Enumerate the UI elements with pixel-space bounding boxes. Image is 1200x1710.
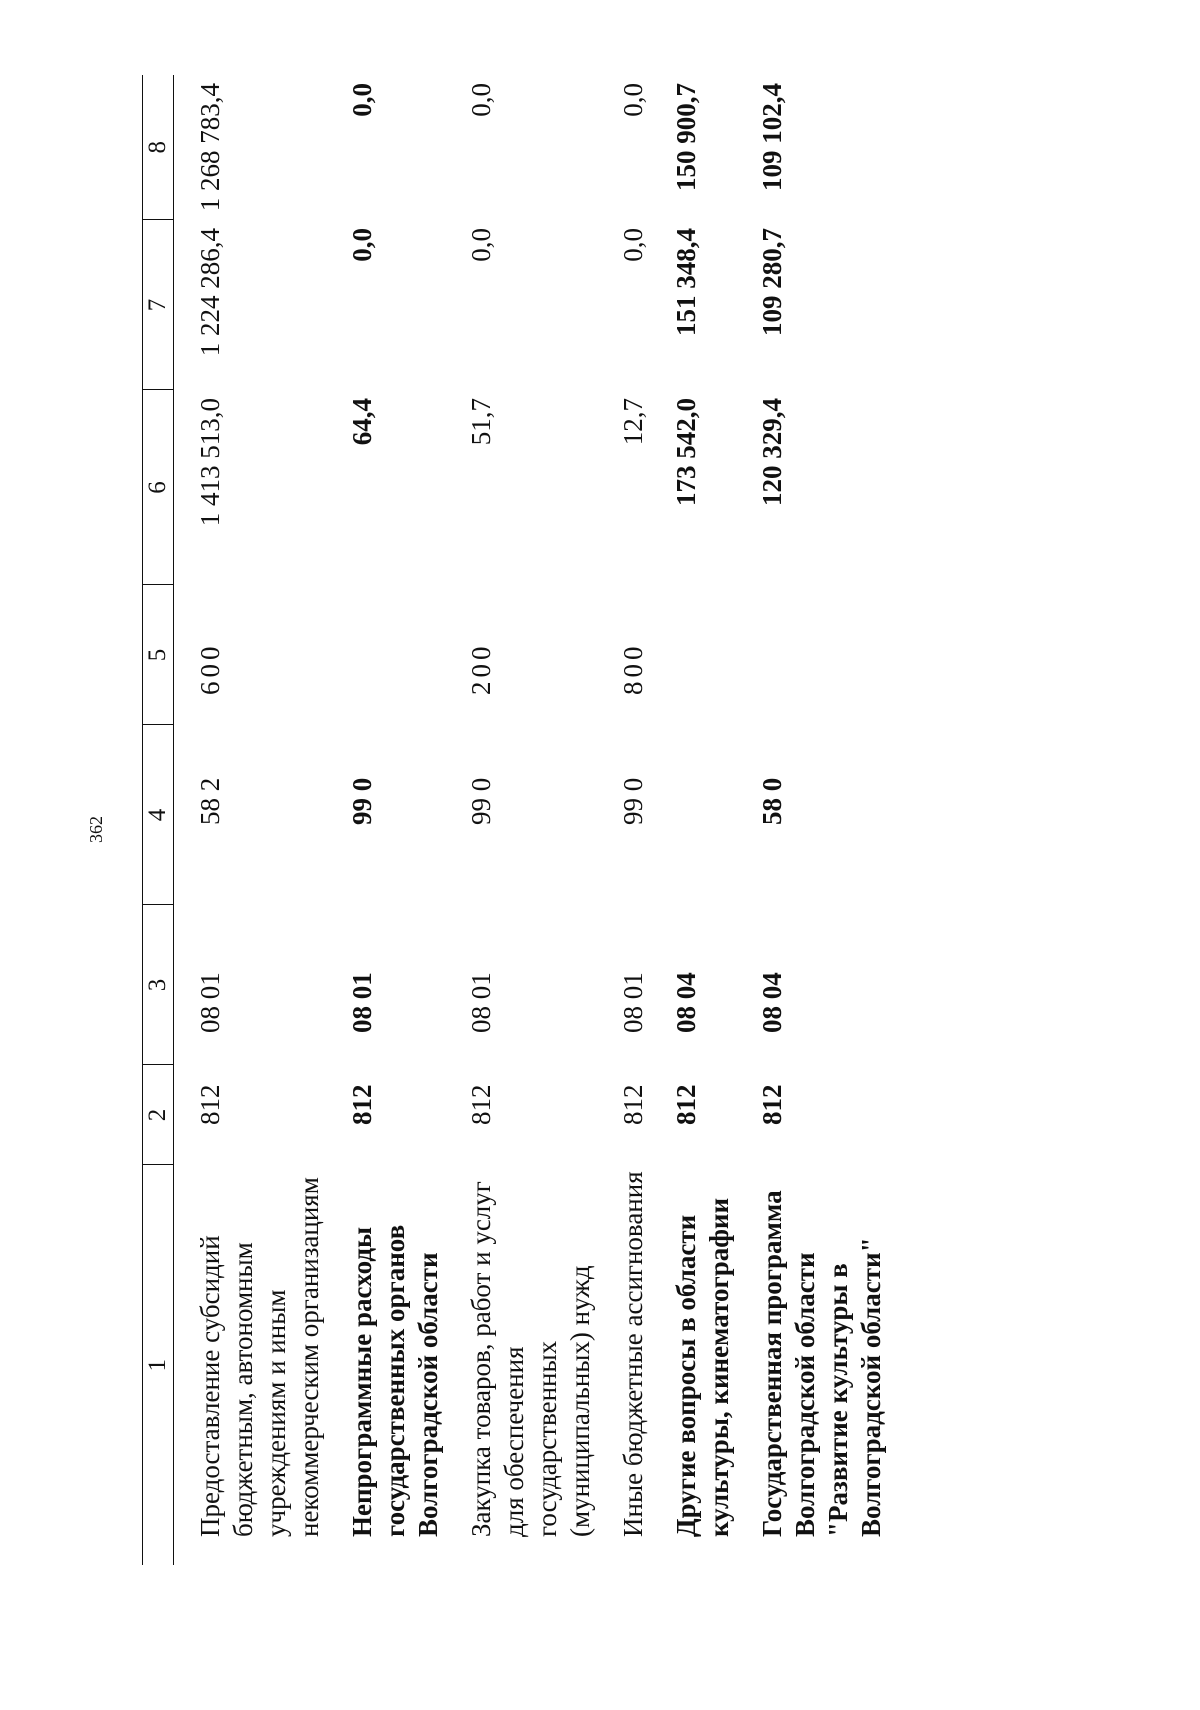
- row-ministry-code: 812: [466, 1084, 496, 1125]
- row-amount-col6: 120 329,4: [757, 398, 787, 506]
- header-col-1: 1: [143, 1165, 174, 1565]
- header-col-2: 2: [143, 1065, 174, 1165]
- table-row: [756, 75, 908, 1565]
- row-expense-type: 200: [466, 642, 496, 695]
- header-col-8: 8: [143, 75, 174, 220]
- row-amount-col6: 12,7: [618, 398, 648, 446]
- header-col-6: 6: [143, 390, 174, 585]
- row-ministry-code: 812: [618, 1084, 648, 1125]
- row-section-code: 08 01: [618, 972, 648, 1033]
- row-name: Иные бюджетные ассигнования: [618, 1171, 648, 1537]
- row-section-code: 08 01: [195, 972, 225, 1033]
- row-target-code: 99 0: [466, 777, 496, 825]
- table-row: [465, 75, 617, 1565]
- row-name: Государственная программа Волгоградской области "Развитие культуры в Волгоградской области": [757, 1190, 886, 1537]
- row-amount-col7: 1 224 286,4: [195, 228, 225, 357]
- row-section-code: 08 04: [671, 972, 701, 1033]
- row-expense-type: 800: [618, 642, 648, 695]
- budget-table: [142, 75, 908, 1565]
- table-row: [174, 75, 347, 1565]
- row-name: Непрограммные расходы государственных органов Волгоградской области: [347, 1224, 443, 1537]
- row-amount-col7: 0,0: [618, 228, 648, 262]
- row-section-code: 08 01: [466, 972, 496, 1033]
- row-ministry-code: 812: [195, 1084, 225, 1125]
- row-amount-col8: 150 900,7: [671, 83, 701, 191]
- row-amount-col8: 109 102,4: [757, 83, 787, 191]
- row-ministry-code: 812: [347, 1084, 377, 1125]
- row-expense-type: [756, 585, 908, 725]
- page-number: 362: [86, 816, 106, 843]
- row-amount-col8: 1 268 783,4: [195, 83, 225, 212]
- table-row: [670, 75, 756, 1565]
- row-section-code: 08 01: [347, 972, 377, 1033]
- row-expense-type: [670, 585, 756, 725]
- row-amount-col8: 0,0: [618, 83, 648, 117]
- row-ministry-code: 812: [671, 1084, 701, 1125]
- row-target-code: 99 0: [347, 777, 377, 825]
- row-amount-col7: 151 348,4: [671, 228, 701, 336]
- row-name: Другие вопросы в области культуры, кинематографии: [671, 1197, 734, 1537]
- row-amount-col7: 0,0: [466, 228, 496, 262]
- row-amount-col8: 0,0: [347, 83, 377, 117]
- row-amount-col6: 51,7: [466, 398, 496, 446]
- header-col-5: 5: [143, 585, 174, 725]
- row-target-code: 58 0: [757, 777, 787, 825]
- row-target-code: [670, 725, 756, 905]
- header-row: [143, 75, 174, 1565]
- row-amount-col8: 0,0: [466, 83, 496, 117]
- row-expense-type: [346, 585, 465, 725]
- table-row: [617, 75, 670, 1565]
- row-amount-col7: 109 280,7: [757, 228, 787, 336]
- header-col-3: 3: [143, 905, 174, 1065]
- rotated-table-container: [142, 75, 922, 1565]
- row-amount-col7: 0,0: [347, 228, 377, 262]
- row-amount-col6: 64,4: [347, 398, 377, 446]
- row-name: Предоставление субсидий бюджетным, автономным учреждениям и иным некоммерческим организациям: [195, 1177, 324, 1537]
- header-col-4: 4: [143, 725, 174, 905]
- row-amount-col6: 1 413 513,0: [195, 398, 225, 527]
- header-col-7: 7: [143, 220, 174, 390]
- row-target-code: 58 2: [195, 777, 225, 825]
- row-expense-type: 600: [195, 642, 225, 695]
- row-ministry-code: 812: [757, 1084, 787, 1125]
- row-amount-col6: 173 542,0: [671, 398, 701, 506]
- row-target-code: 99 0: [618, 777, 648, 825]
- row-name: Закупка товаров, работ и услуг для обеспечения государственных (муниципальных) нужд: [466, 1181, 595, 1537]
- table-row: [346, 75, 465, 1565]
- row-section-code: 08 04: [757, 972, 787, 1033]
